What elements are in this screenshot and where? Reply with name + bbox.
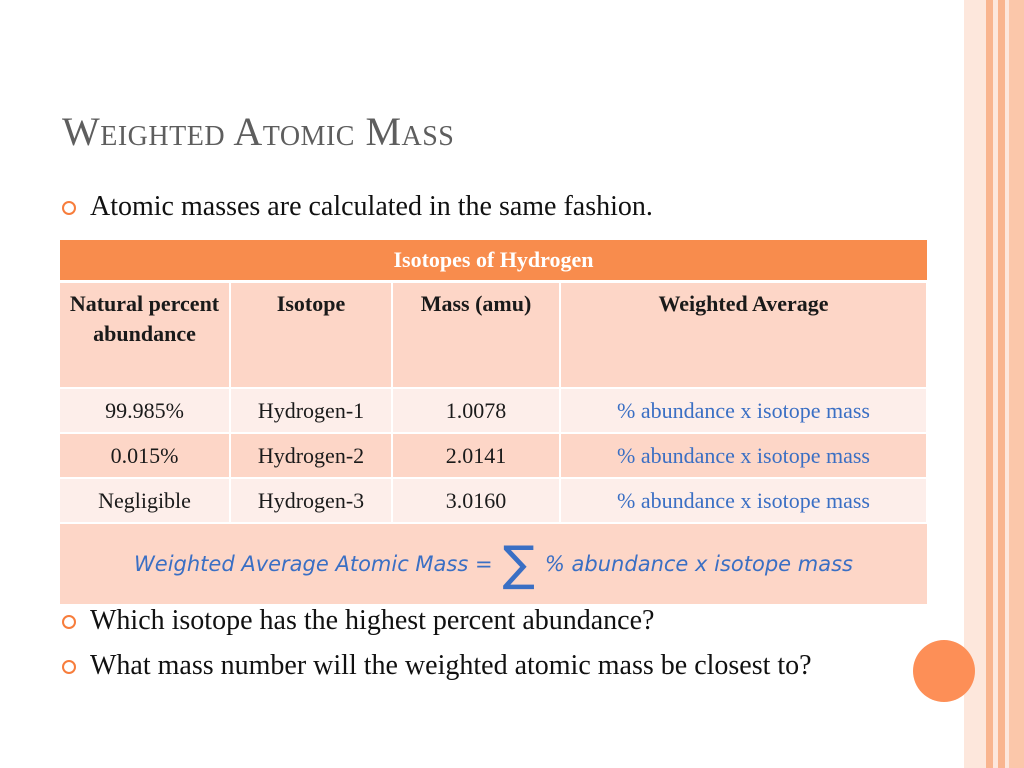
bullet-item <box>62 602 892 640</box>
isotope-cell: Hydrogen-2 <box>230 433 392 478</box>
isotope-cell: Hydrogen-1 <box>230 388 392 433</box>
column-header: Natural percent abundance <box>60 282 230 389</box>
bullet-circle-icon <box>62 660 76 674</box>
abundance-cell: 99.985% <box>60 388 230 433</box>
stripe-mid <box>998 0 1005 768</box>
table-caption: Isotopes of Hydrogen <box>60 240 927 282</box>
isotope-cell: Hydrogen-3 <box>230 478 392 523</box>
stripe-mid <box>1009 0 1024 768</box>
accent-circle <box>913 640 975 702</box>
mass-cell: 3.0160 <box>392 478 560 523</box>
summary-row <box>60 523 927 604</box>
bullet-text: Atomic masses are calculated in the same fashion. <box>90 191 653 222</box>
column-header: Mass (amu) <box>392 282 560 389</box>
bullet-item <box>62 188 892 226</box>
table-row <box>60 433 927 478</box>
column-header: Weighted Average <box>560 282 927 389</box>
table-row <box>60 388 927 433</box>
stripe-mid <box>986 0 993 768</box>
decorative-stripes <box>964 0 1024 768</box>
bullet-text: Which isotope has the highest percent abundance? <box>90 605 655 636</box>
abundance-cell: 0.015% <box>60 433 230 478</box>
bullet-item <box>62 647 892 685</box>
bullet-text: What mass number will the weighted atomic mass be closest to? <box>90 650 812 681</box>
sigma-symbol: ∑ <box>502 536 535 592</box>
bullet-circle-icon <box>62 615 76 629</box>
weighted-average-cell: % abundance x isotope mass <box>560 388 927 433</box>
weighted-average-cell: % abundance x isotope mass <box>560 433 927 478</box>
table-row <box>60 478 927 523</box>
column-header: Isotope <box>230 282 392 389</box>
abundance-cell: Negligible <box>60 478 230 523</box>
weighted-average-cell: % abundance x isotope mass <box>560 478 927 523</box>
bullet-circle-icon <box>62 201 76 215</box>
formula-rhs: % abundance x isotope mass <box>544 552 853 576</box>
summary-formula <box>60 523 927 604</box>
slide-title: Weighted Atomic Mass <box>62 109 455 154</box>
table-header-row <box>60 282 927 389</box>
mass-cell: 1.0078 <box>392 388 560 433</box>
isotope-table <box>60 240 927 604</box>
mass-cell: 2.0141 <box>392 433 560 478</box>
formula-lhs: Weighted Average Atomic Mass = <box>134 552 493 576</box>
